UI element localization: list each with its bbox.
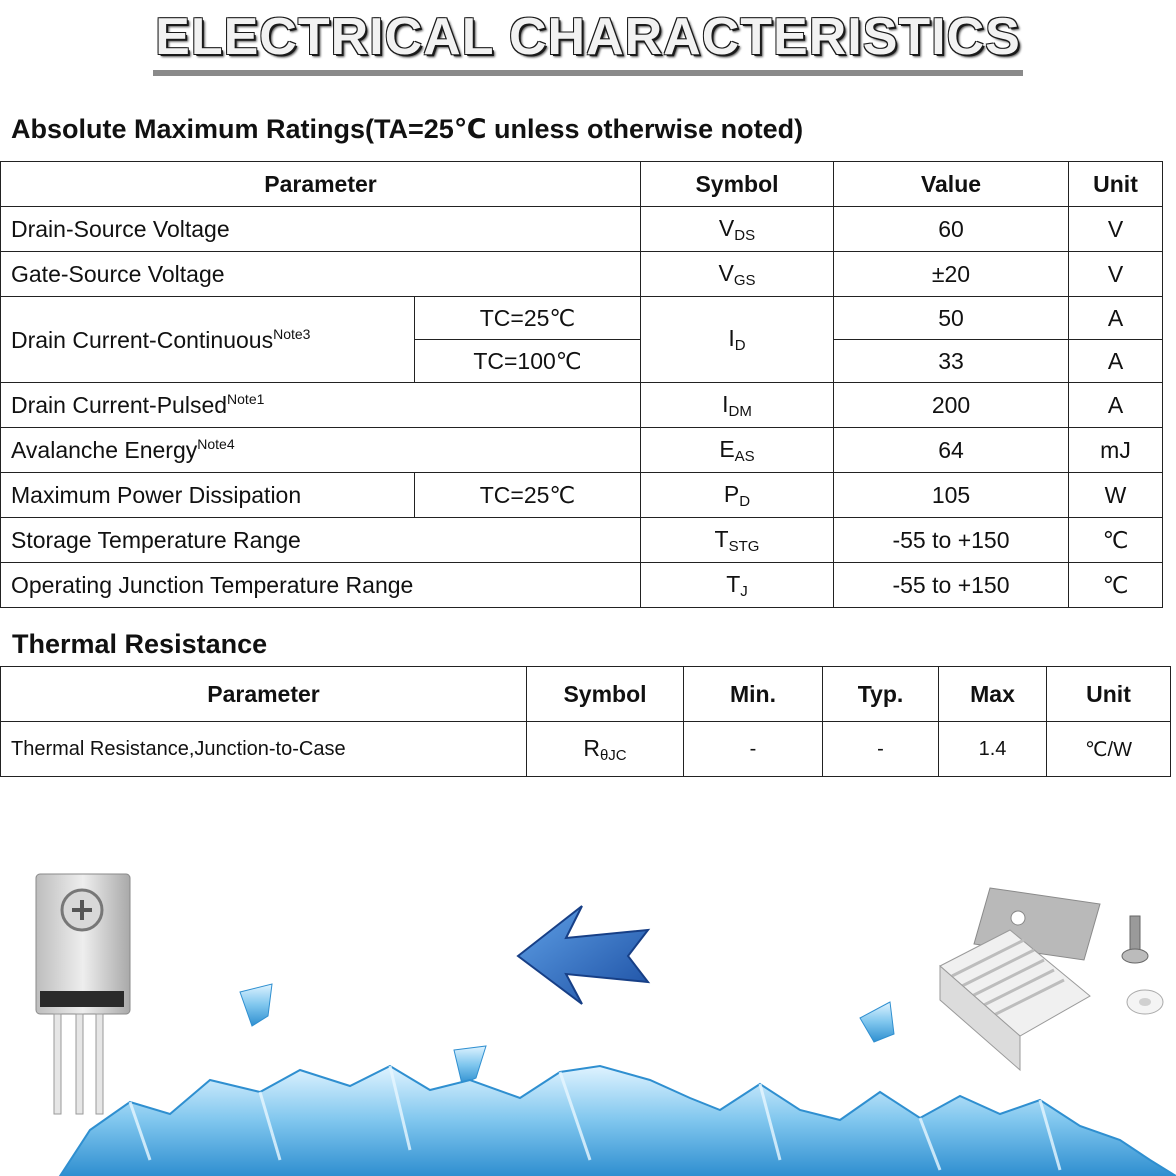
typ-cell: -: [823, 722, 939, 777]
symbol-cell: [641, 297, 834, 383]
ice-cubes: [240, 984, 894, 1084]
value-cell: -55 to +150: [834, 518, 1069, 563]
screw-icon: [1122, 916, 1148, 963]
note-ref: Note1: [227, 391, 265, 407]
symbol-sub: D: [739, 492, 751, 510]
unit-cell: mJ: [1069, 428, 1163, 473]
thermal-resistance-heading: Thermal Resistance: [12, 629, 268, 659]
param-text: Avalanche Energy: [11, 437, 198, 463]
header-unit: Unit: [1069, 162, 1163, 207]
symbol-sub: GS: [733, 271, 756, 289]
symbol-cell: [641, 383, 834, 428]
param-cell: Maximum Power Dissipation: [1, 473, 415, 518]
transistor-icon: [36, 874, 130, 1114]
param-cell: Gate-Source Voltage: [1, 252, 641, 297]
param-cell: Operating Junction Temperature Range: [1, 563, 641, 608]
value-cell: 50: [834, 297, 1069, 340]
param-cell: Storage Temperature Range: [1, 518, 641, 563]
product-illustration: [0, 780, 1176, 1176]
unit-cell: W: [1069, 473, 1163, 518]
header-value: Value: [834, 162, 1069, 207]
header-max: Max: [939, 667, 1047, 722]
table-row: [1, 428, 1163, 473]
note-ref: Note4: [197, 436, 235, 452]
table-row: [1, 563, 1163, 608]
unit-cell: A: [1069, 297, 1163, 340]
absolute-ratings-table: [0, 161, 1163, 608]
symbol-cell: [641, 473, 834, 518]
value-cell: 33: [834, 340, 1069, 383]
param-text: Drain Current-Pulsed: [11, 392, 228, 418]
param-cell: Thermal Resistance,Junction-to-Case: [1, 722, 527, 777]
header-symbol: Symbol: [641, 162, 834, 207]
param-cell: [1, 297, 415, 383]
page-title-wrap: [0, 6, 1176, 76]
value-cell: ±20: [834, 252, 1069, 297]
table-header-row: [1, 667, 1171, 722]
symbol-sub: AS: [734, 447, 755, 465]
header-parameter: Parameter: [1, 667, 527, 722]
min-cell: -: [684, 722, 823, 777]
header-min: Min.: [684, 667, 823, 722]
max-cell: 1.4: [939, 722, 1047, 777]
symbol-cell: [527, 722, 684, 777]
symbol-sub: D: [734, 337, 746, 354]
unit-cell: ℃: [1069, 518, 1163, 563]
condition-cell: TC=25℃: [415, 473, 641, 518]
table-row: [1, 722, 1171, 777]
symbol-sub: DM: [728, 402, 752, 420]
arrow-left-icon: [518, 906, 648, 1004]
washer-icon: [1127, 990, 1163, 1014]
symbol-cell: [641, 518, 834, 563]
symbol-cell: [641, 428, 834, 473]
symbol-cell: [641, 563, 834, 608]
value-cell: 105: [834, 473, 1069, 518]
condition-cell: TC=100℃: [415, 340, 641, 383]
value-cell: 60: [834, 207, 1069, 252]
header-symbol: Symbol: [527, 667, 684, 722]
symbol-cell: [641, 207, 834, 252]
table-row: [1, 383, 1163, 428]
value-cell: 64: [834, 428, 1069, 473]
param-cell: Drain-Source Voltage: [1, 207, 641, 252]
ice-pile: [60, 1066, 1176, 1176]
symbol-main: I: [728, 325, 735, 351]
param-text: Drain Current-Continuous: [11, 326, 274, 353]
symbol-main: P: [723, 480, 740, 507]
unit-cell: ℃: [1069, 563, 1163, 608]
table-row: [1, 297, 1163, 340]
thermal-resistance-table: [0, 666, 1171, 777]
symbol-main: E: [719, 435, 735, 462]
unit-cell: A: [1069, 383, 1163, 428]
param-cell: [1, 383, 641, 428]
symbol-main: I: [722, 390, 729, 417]
symbol-main: T: [714, 525, 729, 552]
symbol-main: R: [583, 734, 600, 761]
heatsink-icon: [940, 888, 1100, 1070]
symbol-main: V: [718, 259, 734, 286]
header-typ: Typ.: [823, 667, 939, 722]
symbol-sub: DS: [734, 226, 756, 244]
symbol-main: V: [718, 214, 735, 241]
table-row: [1, 473, 1163, 518]
unit-cell: A: [1069, 340, 1163, 383]
symbol-sub: J: [740, 582, 748, 600]
unit-cell: V: [1069, 252, 1163, 297]
symbol-sub: θJC: [599, 746, 627, 764]
value-cell: -55 to +150: [834, 563, 1069, 608]
header-unit: Unit: [1047, 667, 1171, 722]
unit-cell: ℃/W: [1047, 722, 1171, 777]
header-parameter: Parameter: [1, 162, 641, 207]
table-header-row: [1, 162, 1163, 207]
condition-cell: TC=25℃: [415, 297, 641, 340]
page-title: ELECTRICAL CHARACTERISTICS: [153, 6, 1023, 76]
symbol-main: T: [726, 570, 741, 597]
table-row: [1, 252, 1163, 297]
symbol-sub: STG: [728, 537, 760, 555]
value-cell: 200: [834, 383, 1069, 428]
absolute-ratings-heading: Absolute Maximum Ratings(TA=25℃ unless otherwise noted): [11, 114, 804, 144]
unit-cell: V: [1069, 207, 1163, 252]
param-cell: [1, 428, 641, 473]
table-row: [1, 518, 1163, 563]
table-row: [1, 207, 1163, 252]
note-ref: Note3: [273, 325, 311, 342]
symbol-cell: [641, 252, 834, 297]
